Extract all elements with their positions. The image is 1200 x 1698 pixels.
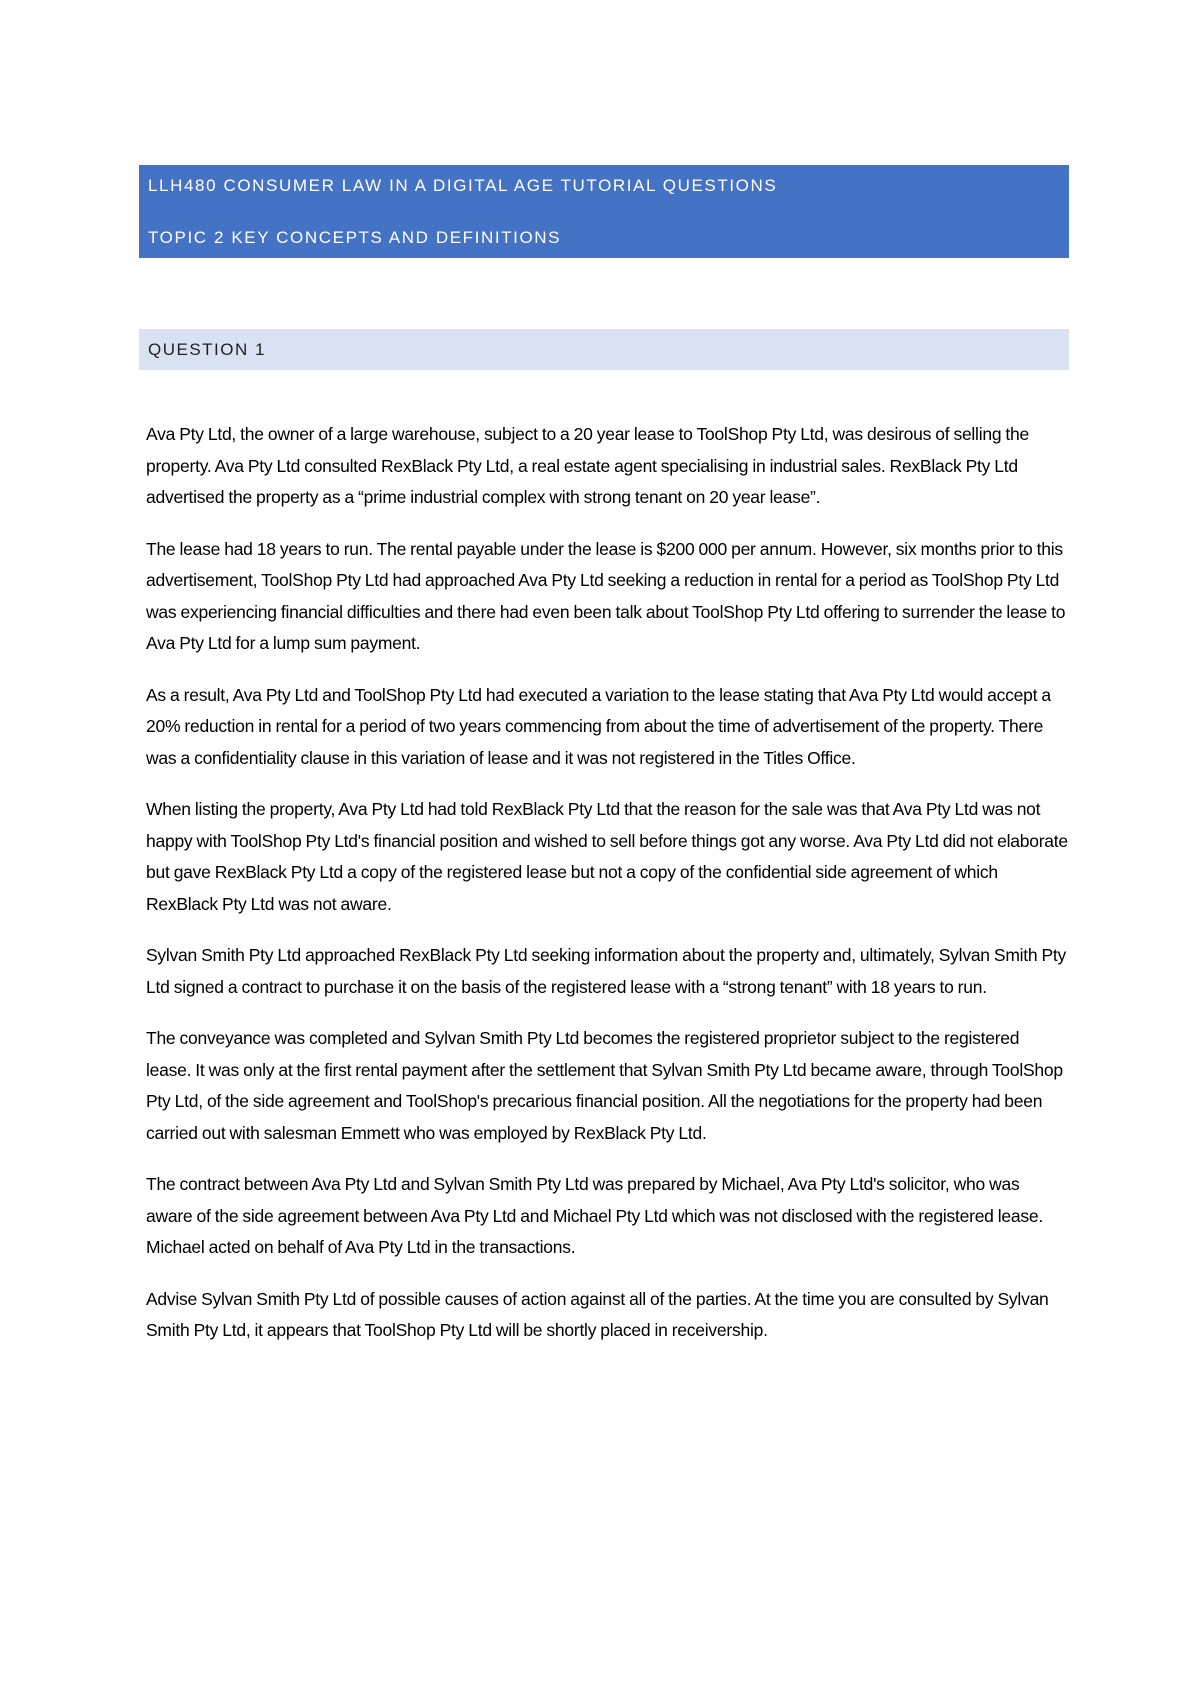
paragraph-7: The contract between Ava Pty Ltd and Sylvan Smith Pty Ltd was prepared by Michael, Ava Pty Ltd's solicitor, who was aware of the side agreement between Ava Pty Ltd and Michael Pty Ltd which was not disclosed with the registered lease. Michael acted on behalf of Ava Pty Ltd in the transactions. bbox=[146, 1174, 1043, 1257]
paragraph-4: When listing the property, Ava Pty Ltd had told RexBlack Pty Ltd that the reason for the sale was that Ava Pty Ltd was not happy with ToolShop Pty Ltd's financial position and wished to sell before things got any worse. Ava Pty Ltd did not elaborate but gave RexBlack Pty Ltd a copy of the registered lease but not a copy of the confidential side agreement of which RexBlack Pty Ltd was not aware. bbox=[146, 799, 1068, 914]
question-body bbox=[146, 419, 1068, 1367]
topic-title: TOPIC 2 KEY CONCEPTS AND DEFINITIONS bbox=[148, 228, 562, 247]
paragraph-2: The lease had 18 years to run. The rental payable under the lease is $200 000 per annum. However, six months prior to this advertisement, ToolShop Pty Ltd had approached Ava Pty Ltd seeking a reduction in rental for a period as ToolShop Pty Ltd was experiencing financial difficulties and there had even been talk about ToolShop Pty Ltd offering to surrender the lease to Ava Pty Ltd for a lump sum payment. bbox=[146, 538, 1066, 653]
paragraph-6: The conveyance was completed and Sylvan Smith Pty Ltd becomes the registered proprietor subject to the registered lease. It was only at the first rental payment after the settlement that Sylvan Smith Pty Ltd became aware, through ToolShop Pty Ltd, of the side agreement and ToolShop's precarious financial position. All the negotiations for the property had been carried out with salesman Emmett who was employed by RexBlack Pty Ltd. bbox=[146, 1028, 1063, 1143]
question-heading-bar bbox=[139, 329, 1069, 370]
paragraph-1: Ava Pty Ltd, the owner of a large warehouse, subject to a 20 year lease to ToolShop Pty Ltd, was desirous of selling the property. Ava Pty Ltd consulted RexBlack Pty Ltd, a real estate agent specialising in industrial sales. RexBlack Pty Ltd advertised the property as a “prime industrial complex with strong tenant on 20 year lease”. bbox=[146, 424, 1029, 507]
paragraph-3: As a result, Ava Pty Ltd and ToolShop Pty Ltd had executed a variation to the lease stating that Ava Pty Ltd would accept a 20% reduction in rental for a period of two years commencing from about the time of advertisement of the property. There was a confidentiality clause in this variation of lease and it was not registered in the Titles Office. bbox=[146, 684, 1051, 768]
question-label: QUESTION 1 bbox=[148, 340, 266, 359]
paragraph-5: Sylvan Smith Pty Ltd approached RexBlack Pty Ltd seeking information about the property and, ultimately, Sylvan Smith Pty Ltd signed a contract to purchase it on the basis of the registered lease with a “strong tenant” with 18 years to run. bbox=[146, 945, 1067, 997]
title-block bbox=[139, 165, 1069, 258]
course-title: LLH480 CONSUMER LAW IN A DIGITAL AGE TUTORIAL QUESTIONS bbox=[148, 176, 778, 195]
paragraph-8: Advise Sylvan Smith Pty Ltd of possible causes of action against all of the parties. At the time you are consulted by Sylvan Smith Pty Ltd, it appears that ToolShop Pty Ltd will be shortly placed in receivership. bbox=[146, 1288, 1049, 1340]
